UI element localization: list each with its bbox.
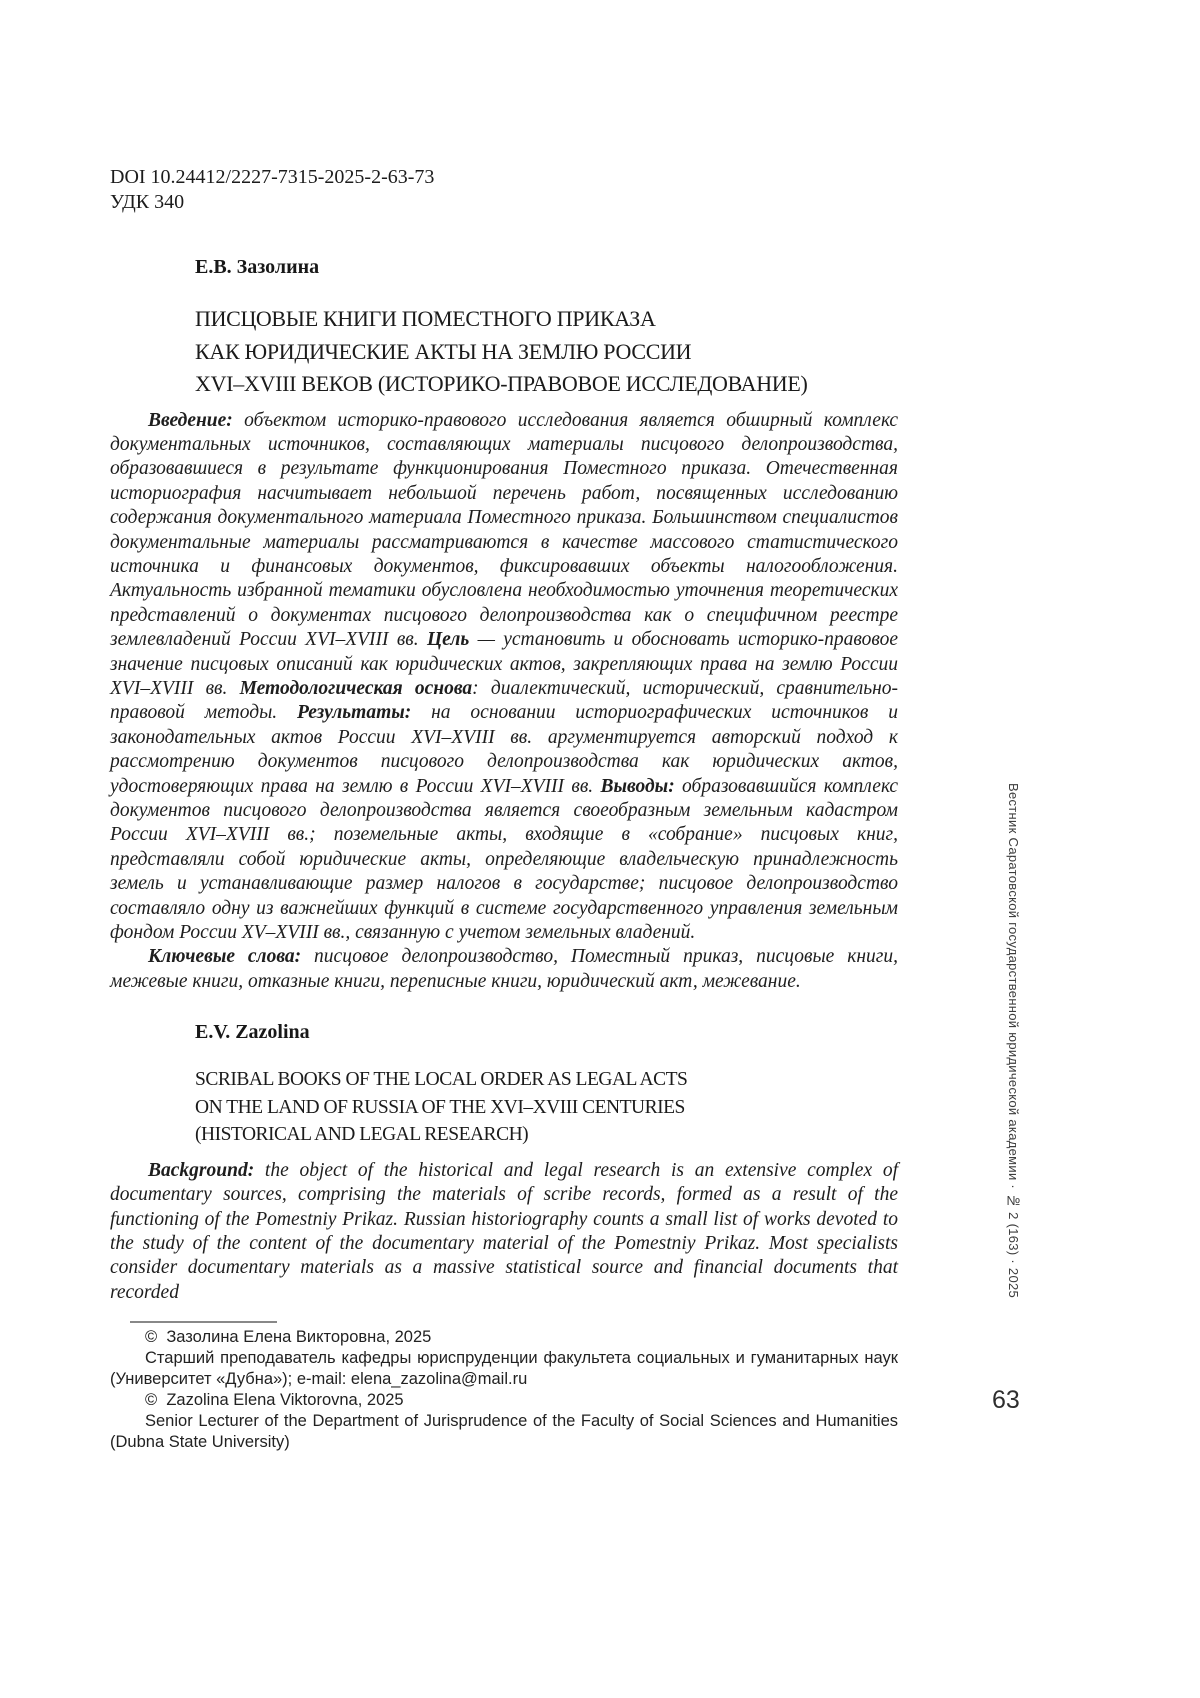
title-en-line-2: ON THE LAND OF RUSSIA OF THE XVI–XVIII CENTURIES bbox=[195, 1096, 685, 1118]
abstract-label-methodology: Методологическая основа bbox=[239, 677, 473, 699]
title-en-line-1: SCRIBAL BOOKS OF THE LOCAL ORDER AS LEGAL ACTS bbox=[195, 1069, 688, 1091]
abstract-text-background: the object of the historical and legal research is an extensive complex of documentary sources, comprising the materials of scribe records, formed as a result of the functioning of the Pomestniy Prikaz. Russian historiography counts a small list of works devoted to the study of the content of the documentary material of the Pomestniy Prikaz. Most specialists consider documentary materials as a massive statistical source and financial documents that recorded bbox=[110, 1159, 899, 1303]
udc-line: УДК 340 bbox=[110, 191, 185, 213]
title-ru-line-2: КАК ЮРИДИЧЕСКИЕ АКТЫ НА ЗЕМЛЮ РОССИИ bbox=[195, 338, 692, 364]
page-number: 63 bbox=[992, 1386, 1020, 1414]
footnote-copyright-en: © Zazolina Elena Viktorovna, 2025 bbox=[145, 1391, 404, 1410]
article-title-ru bbox=[110, 303, 898, 401]
title-en-line-3: (HISTORICAL AND LEGAL RESEARCH) bbox=[195, 1124, 529, 1146]
footnote-divider bbox=[130, 1321, 277, 1323]
article-meta bbox=[110, 165, 898, 215]
abstract-text-introduction: объектом историко-правового исследования является обширный комплекс документальных источников, составляющих материалы писцового делопроизводства, образовавшиеся в результате функционирования Поместного приказа. Отечественная историография насчитывает небольшой перечень работ, посвященных исследованию содержания документального материала Поместного приказа. Большинством специалистов документальные материалы рассматриваются в качестве массового статистического источника и финансовых документов, фиксировавших объекты налогообложения. Актуальность избранной тематики обусловлена необходимостью уточнения теоретических представлений о документах писцового делопроизводства как о специфичном реестре землевладений России XVI–XVIII вв. bbox=[110, 409, 898, 651]
abstract-text-goal: — установить и обосновать историко-правовое значение писцовых описаний как юридических актов, закрепляющих права на землю России XVI–XVIII вв. bbox=[110, 629, 899, 699]
abstract-label-conclusions: Выводы: bbox=[600, 775, 683, 797]
abstract-en bbox=[110, 1159, 898, 1305]
footnote-copyright-ru: © Зазолина Елена Викторовна, 2025 bbox=[145, 1328, 432, 1347]
abstract-text-results: на основании историографических источников и законодательных актов России XVI–XVIII вв. аргументируется авторский подход к рассмотрению документов писцового делопроизводства как юридических актов, удостоверяющих права на землю в России XVI–XVIII вв. bbox=[110, 702, 898, 797]
title-ru-line-1: ПИСЦОВЫЕ КНИГИ ПОМЕСТНОГО ПРИКАЗА bbox=[195, 306, 656, 331]
keywords-ru bbox=[110, 945, 898, 994]
author-en: E.V. Zazolina bbox=[195, 1021, 310, 1044]
abstract-text-methodology: : диалектический, исторический, сравнительно-правовой методы. bbox=[110, 677, 898, 724]
keywords-text: писцовое делопроизводство, Поместный приказ, писцовые книги, межевые книги, отказные книги, переписные книги, юридический акт, межевание. bbox=[110, 946, 898, 992]
abstract-label-introduction: Введение: bbox=[148, 409, 245, 431]
abstract-label-background: Background: bbox=[148, 1159, 265, 1181]
footnotes-block bbox=[110, 1327, 898, 1453]
abstract-ru bbox=[110, 409, 898, 946]
footnote-affiliation-ru: Старший преподаватель кафедры юриспруденции факультета социальных и гуманитарных наук (Университет «Дубна»); e-mail: elena_zazolina@mail.ru bbox=[110, 1349, 898, 1389]
footnote-affiliation-en: Senior Lecturer of the Department of Jurisprudence of the Faculty of Social Sciences and Humanities (Dubna State University) bbox=[110, 1412, 898, 1452]
journal-title-vertical: Вестник Саратовской государственной юридической академии · № 2 (163) · 2025 bbox=[1006, 783, 1021, 1299]
abstract-label-results: Результаты: bbox=[297, 702, 432, 724]
doi-line: DOI 10.24412/2227-7315-2025-2-63-73 bbox=[110, 166, 435, 188]
title-ru-line-3: XVI–XVIII ВЕКОВ (ИСТОРИКО-ПРАВОВОЕ ИССЛЕДОВАНИЕ) bbox=[195, 371, 808, 396]
abstract-text-conclusions: образовавшийся комплекс документов писцового делопроизводства является своеобразным земельным кадастром России XVI–XVIII вв.; поземельные акты, входящие в «собрание» писцовых книг, представляли собой юридические акты, определяющие владельческую принадлежность земель и устанавливающие размер налогов в государстве; писцовое делопроизводство составляло одну из важнейших функций в системе государственного управления земельным фондом России XV–XVIII вв., связанную с учетом земельных владений. bbox=[110, 775, 898, 944]
keywords-label: Ключевые слова: bbox=[148, 946, 315, 968]
author-ru: Е.В. Зазолина bbox=[195, 256, 320, 278]
article-title-en bbox=[110, 1066, 898, 1149]
abstract-label-goal: Цель bbox=[426, 629, 470, 651]
article-content-column bbox=[110, 165, 898, 1453]
